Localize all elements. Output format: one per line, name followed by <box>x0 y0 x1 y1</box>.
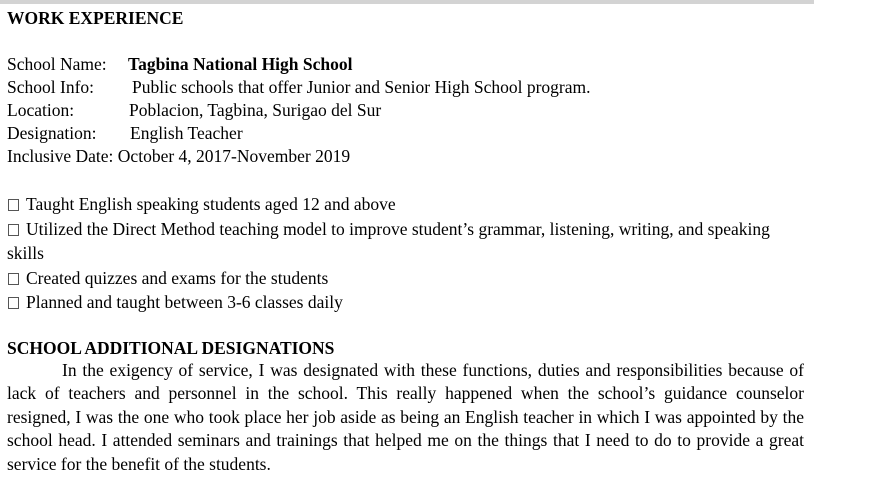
inclusive-date-label: Inclusive Date: <box>7 146 114 166</box>
resume-document <box>7 7 807 476</box>
list-item-text: Created quizzes and exams for the students <box>26 267 329 288</box>
school-name-label: School Name: <box>7 54 107 74</box>
school-info-label: School Info: <box>7 77 95 97</box>
list-item-text: Planned and taught between 3-6 classes daily <box>26 292 343 312</box>
designation-value: English Teacher <box>130 123 243 143</box>
location-label: Location: <box>7 100 75 120</box>
additional-designations-section <box>7 337 807 477</box>
checkbox-bullet-icon <box>8 199 19 211</box>
checkbox-bullet-icon <box>8 297 19 309</box>
location-row <box>7 99 807 122</box>
additional-designations-paragraph: In the exigency of service, I was designated with these functions, duties and responsibilities because of lack of teachers and personnel in the school. This really happened when the school’s guidance counselor resigned, I was the one who took place her job aside as being an English teacher in which I was appointed by the school head. I attended seminars and trainings that helped me on the things that I need to do to provide a great service for the benefit of the students. <box>7 359 804 474</box>
additional-designations-heading: SCHOOL ADDITIONAL DESIGNATIONS <box>7 337 335 358</box>
list-item <box>7 217 787 266</box>
top-divider <box>0 0 814 4</box>
school-info-value: Public schools that offer Junior and Senior High School program. <box>132 77 591 97</box>
school-name-value: Tagbina National High School <box>128 54 353 74</box>
list-item <box>7 192 787 217</box>
designation-row <box>7 122 807 145</box>
designation-label: Designation: <box>7 123 97 143</box>
location-value: Poblacion, Tagbina, Surigao del Sur <box>129 100 382 120</box>
school-info-row <box>7 76 807 99</box>
list-item <box>7 266 787 291</box>
list-item-text: Utilized the Direct Method teaching model to improve student’s grammar, listening, writing, and speaking skills <box>7 218 770 263</box>
inclusive-date-row <box>7 145 807 168</box>
work-experience-heading: WORK EXPERIENCE <box>7 8 184 28</box>
checkbox-bullet-icon <box>8 224 19 236</box>
school-name-row <box>7 53 807 76</box>
list-item <box>7 290 787 315</box>
inclusive-date-value: October 4, 2017-November 2019 <box>117 146 351 166</box>
list-item-text: Taught English speaking students aged 12 and above <box>26 194 396 214</box>
duties-list <box>7 192 807 315</box>
checkbox-bullet-icon <box>8 273 19 285</box>
